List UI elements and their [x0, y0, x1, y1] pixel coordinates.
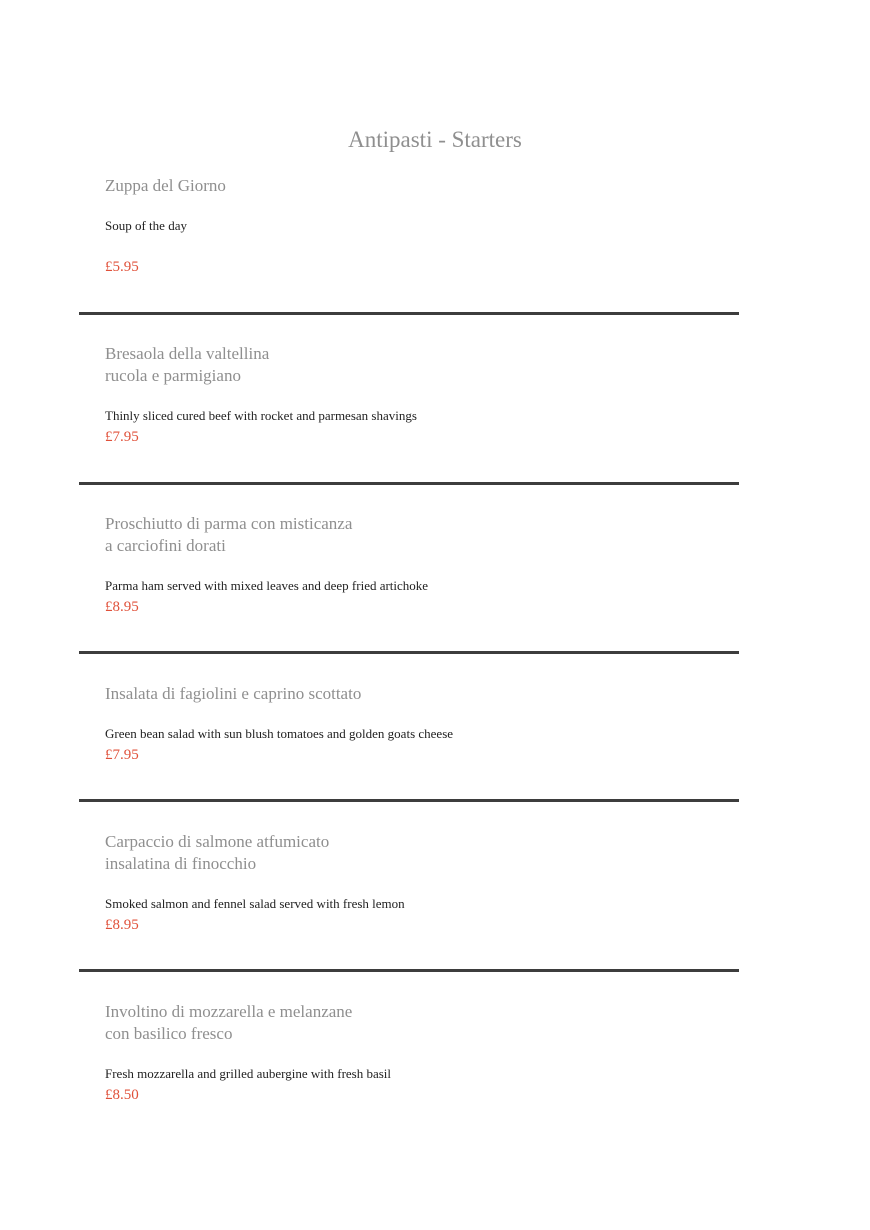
- menu-item-name-line2: a carciofini dorati: [105, 536, 226, 555]
- section-divider: [79, 312, 739, 315]
- menu-item-price: £8.95: [105, 917, 139, 933]
- menu-item-price: £7.95: [105, 747, 139, 763]
- menu-item-name-line2: rucola e parmigiano: [105, 366, 241, 385]
- section-divider: [79, 651, 739, 654]
- menu-item-name: Insalata di fagiolini e caprino scottato: [105, 684, 362, 703]
- menu-item-description: Soup of the day: [105, 218, 187, 233]
- menu-item-name-line2: insalatina di finocchio: [105, 854, 257, 873]
- menu-item-name: Carpaccio di salmone atfumicato: [105, 832, 330, 851]
- menu-item-description: Green bean salad with sun blush tomatoes and golden goats cheese: [105, 726, 454, 741]
- menu-item-name: Bresaola della valtellina: [105, 344, 270, 363]
- section-divider: [79, 482, 739, 485]
- menu-item-name: Involtino di mozzarella e melanzane: [105, 1002, 353, 1021]
- menu-item-description: Parma ham served with mixed leaves and deep fried artichoke: [105, 578, 429, 593]
- section-divider: [79, 969, 739, 972]
- menu-item-description: Thinly sliced cured beef with rocket and parmesan shavings: [105, 408, 417, 423]
- menu-item-price: £7.95: [105, 429, 139, 445]
- menu-item-price: £5.95: [105, 259, 139, 275]
- section-divider: [79, 799, 739, 802]
- menu-item-price: £8.50: [105, 1087, 139, 1103]
- menu-item-name-line2: con basilico fresco: [105, 1024, 233, 1043]
- page-title: Antipasti - Starters: [348, 127, 522, 152]
- menu-item-name: Zuppa del Giorno: [105, 176, 226, 195]
- menu-item-price: £8.95: [105, 599, 139, 615]
- menu-item-description: Smoked salmon and fennel salad served with fresh lemon: [105, 896, 405, 911]
- menu-item-name: Proschiutto di parma con misticanza: [105, 514, 353, 533]
- menu-item-description: Fresh mozzarella and grilled aubergine with fresh basil: [105, 1066, 392, 1081]
